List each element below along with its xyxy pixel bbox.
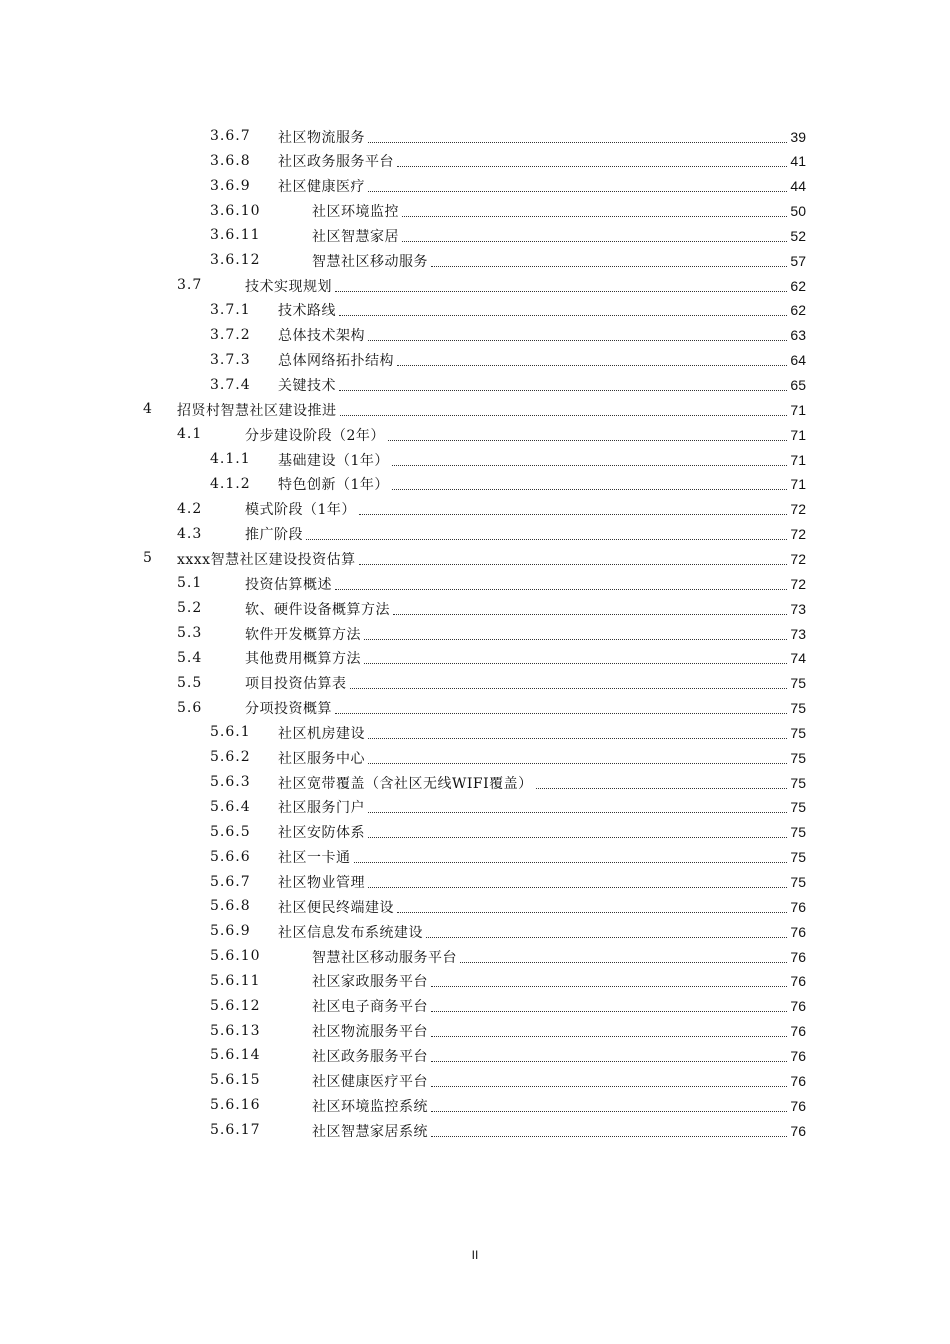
toc-entry[interactable] bbox=[0, 497, 806, 522]
toc-entry[interactable] bbox=[0, 1068, 806, 1093]
toc-entry[interactable] bbox=[0, 994, 806, 1019]
toc-entry-title: 技术实现规划 bbox=[245, 278, 332, 295]
toc-entry-title: 社区健康医疗 bbox=[278, 179, 365, 196]
toc-entry[interactable] bbox=[0, 397, 806, 422]
toc-leader-dots bbox=[368, 826, 787, 838]
toc-entry-page: 76 bbox=[790, 898, 806, 915]
toc-entry-number: 5.6.9 bbox=[210, 923, 251, 940]
toc-entry-page: 65 bbox=[790, 377, 806, 393]
toc-entry-page: 75 bbox=[790, 824, 806, 841]
toc-entry-number: 5.6.7 bbox=[210, 873, 251, 890]
toc-entry-page: 76 bbox=[790, 1097, 806, 1114]
toc-entry-page: 71 bbox=[790, 451, 806, 468]
toc-leader-dots bbox=[368, 727, 787, 739]
toc-entry-number: 5.6.5 bbox=[210, 823, 251, 840]
toc-entry[interactable] bbox=[0, 919, 806, 944]
toc-entry-page: 76 bbox=[790, 973, 806, 990]
toc-leader-dots bbox=[340, 404, 788, 416]
toc-entry[interactable] bbox=[0, 348, 806, 373]
toc-leader-dots bbox=[397, 155, 787, 167]
toc-leader-dots bbox=[431, 255, 787, 267]
toc-entry-page: 62 bbox=[790, 277, 806, 294]
toc-entry[interactable] bbox=[0, 199, 806, 224]
toc-entry-number: 3.6.10 bbox=[210, 202, 261, 219]
toc-entry-title: 投资估算概述 bbox=[245, 576, 332, 593]
toc-leader-dots bbox=[335, 578, 787, 590]
toc-entry-title: 社区环境监控系统 bbox=[312, 1098, 428, 1115]
toc-entry-page: 63 bbox=[790, 327, 806, 344]
toc-entry[interactable] bbox=[0, 472, 806, 497]
toc-leader-dots bbox=[431, 1075, 787, 1087]
toc-leader-dots bbox=[536, 777, 788, 789]
toc-entry[interactable] bbox=[0, 373, 806, 398]
toc-entry-page: 75 bbox=[790, 799, 806, 816]
toc-entry-page: 71 bbox=[790, 426, 806, 443]
toc-entry-title: 社区便民终端建设 bbox=[278, 899, 394, 916]
toc-entry[interactable] bbox=[0, 671, 806, 696]
toc-entry-title: 社区政务服务平台 bbox=[312, 1048, 428, 1065]
toc-entry-title: 社区安防体系 bbox=[278, 825, 365, 842]
toc-entry-title: 智慧社区移动服务 bbox=[312, 253, 428, 270]
toc-entry-number: 3.7.1 bbox=[210, 301, 251, 318]
toc-entry-title: 总体技术架构 bbox=[278, 328, 365, 345]
toc-entry-title: 社区服务中心 bbox=[278, 750, 365, 767]
toc-entry[interactable] bbox=[0, 1093, 806, 1118]
toc-entry-number: 3.7 bbox=[177, 277, 203, 294]
toc-leader-dots bbox=[393, 603, 787, 615]
toc-entry-number: 5.6.3 bbox=[210, 774, 251, 791]
toc-entry[interactable] bbox=[0, 248, 806, 273]
toc-leader-dots bbox=[388, 429, 788, 441]
toc-leader-dots bbox=[431, 1125, 787, 1137]
toc-entry[interactable] bbox=[0, 174, 806, 199]
toc-entry[interactable] bbox=[0, 646, 806, 671]
toc-entry-page: 62 bbox=[790, 302, 806, 319]
toc-entry-number: 5.2 bbox=[177, 600, 203, 617]
toc-leader-dots bbox=[431, 1000, 787, 1012]
toc-entry-number: 5.4 bbox=[177, 649, 203, 666]
toc-entry-number: 5.6.4 bbox=[210, 798, 251, 815]
toc-entry-number: 5.6.12 bbox=[210, 997, 261, 1014]
toc-entry-number: 5.6.1 bbox=[210, 724, 251, 741]
toc-entry[interactable] bbox=[0, 571, 806, 596]
toc-entry-page: 72 bbox=[790, 550, 806, 567]
toc-entry-title: 社区物业管理 bbox=[278, 875, 365, 891]
toc-entry-number: 5.6.6 bbox=[210, 848, 251, 865]
toc-entry-number: 4 bbox=[143, 401, 153, 418]
toc-leader-dots bbox=[431, 1100, 787, 1112]
toc-entry-title: 技术路线 bbox=[278, 303, 336, 320]
toc-entry-page: 75 bbox=[790, 724, 806, 741]
toc-leader-dots bbox=[460, 951, 787, 963]
toc-entry-title: 智慧社区移动服务平台 bbox=[312, 949, 457, 966]
toc-entry-number: 3.6.8 bbox=[210, 152, 251, 169]
toc-entry-page: 75 bbox=[790, 749, 806, 766]
toc-entry-title: 推广阶段 bbox=[245, 527, 303, 544]
toc-entry-title: 社区信息发布系统建设 bbox=[278, 924, 423, 941]
toc-entry[interactable] bbox=[0, 1043, 806, 1068]
toc-leader-dots bbox=[359, 503, 788, 515]
toc-entry-page: 57 bbox=[790, 252, 806, 269]
toc-entry[interactable] bbox=[0, 522, 806, 547]
toc-entry[interactable] bbox=[0, 845, 806, 870]
toc-entry[interactable] bbox=[0, 770, 806, 795]
toc-entry-title: 软、硬件设备概算方法 bbox=[245, 601, 390, 618]
toc-entry-page: 73 bbox=[790, 600, 806, 617]
toc-entry-number: 5.6.10 bbox=[210, 948, 261, 965]
toc-entry-page: 76 bbox=[790, 923, 806, 940]
toc-entry[interactable] bbox=[0, 447, 806, 472]
toc-leader-dots bbox=[402, 230, 787, 242]
toc-entry-number: 5.5 bbox=[177, 674, 203, 691]
toc-entry-page: 50 bbox=[790, 203, 806, 220]
toc-leader-dots bbox=[368, 180, 787, 192]
toc-entry[interactable] bbox=[0, 820, 806, 845]
toc-entry-number: 3.6.9 bbox=[210, 177, 251, 194]
toc-entry-number: 3.6.11 bbox=[210, 227, 261, 244]
toc-entry[interactable] bbox=[0, 621, 806, 646]
toc-entry-page: 71 bbox=[790, 401, 806, 418]
toc-leader-dots bbox=[335, 702, 787, 714]
toc-entry-title: 社区政务服务平台 bbox=[278, 154, 394, 171]
toc-entry-title: 社区物流服务 bbox=[278, 129, 365, 146]
toc-leader-dots bbox=[306, 528, 787, 540]
toc-entry-title: 分步建设阶段（2年） bbox=[245, 427, 385, 444]
toc-leader-dots bbox=[368, 131, 787, 143]
toc-entry-page: 75 bbox=[790, 774, 806, 791]
toc-entry-title: 其他费用概算方法 bbox=[245, 651, 361, 668]
toc-entry-number: 3.6.12 bbox=[210, 252, 261, 269]
toc-leader-dots bbox=[350, 677, 788, 689]
toc-entry[interactable] bbox=[0, 745, 806, 770]
toc-entry[interactable] bbox=[0, 323, 806, 348]
toc-leader-dots bbox=[368, 329, 787, 341]
toc-leader-dots bbox=[368, 876, 787, 888]
toc-entry[interactable] bbox=[0, 422, 806, 447]
toc-entry-number: 5 bbox=[143, 550, 153, 567]
toc-entry-page: 74 bbox=[790, 650, 806, 667]
toc-leader-dots bbox=[364, 628, 787, 640]
toc-entry-number: 5.6.11 bbox=[210, 972, 261, 989]
toc-entry-title: 社区智慧家居系统 bbox=[312, 1123, 428, 1140]
toc-entry-title: 分项投资概算 bbox=[245, 701, 332, 718]
toc-entry-page: 44 bbox=[790, 178, 806, 195]
toc-entry-title: 社区一卡通 bbox=[278, 850, 351, 867]
toc-entry-title: 基础建设（1年） bbox=[278, 452, 389, 469]
toc-entry-page: 71 bbox=[790, 476, 806, 493]
toc-entry-number: 4.1.2 bbox=[210, 475, 251, 492]
toc-entry-number: 4.2 bbox=[177, 500, 203, 517]
toc-entry-number: 5.6.8 bbox=[210, 898, 251, 915]
toc-entry-page: 75 bbox=[790, 849, 806, 866]
toc-leader-dots bbox=[431, 1025, 787, 1037]
toc-entry[interactable] bbox=[0, 944, 806, 969]
toc-entry-page: 73 bbox=[790, 625, 806, 642]
toc-leader-dots bbox=[368, 752, 787, 764]
toc-entry-number: 5.6 bbox=[177, 699, 203, 716]
toc-entry[interactable] bbox=[0, 969, 806, 994]
toc-leader-dots bbox=[431, 1050, 787, 1062]
toc-entry[interactable] bbox=[0, 546, 806, 571]
toc-entry-title: 特色创新（1年） bbox=[278, 477, 389, 494]
toc-leader-dots bbox=[392, 454, 788, 466]
toc-entry-page: 72 bbox=[790, 526, 806, 543]
toc-leader-dots bbox=[426, 926, 787, 938]
toc-entry-title: 社区环境监控 bbox=[312, 204, 399, 221]
toc-leader-dots bbox=[431, 975, 787, 987]
toc-entry[interactable] bbox=[0, 149, 806, 174]
toc-entry[interactable] bbox=[0, 696, 806, 721]
toc-entry-title: 模式阶段（1年） bbox=[245, 502, 356, 519]
toc-entry-title: 招贤村智慧社区建设推进 bbox=[177, 402, 337, 419]
toc-entry-page: 76 bbox=[790, 1047, 806, 1064]
toc-entry-page: 39 bbox=[790, 128, 806, 145]
toc-entry-title: 社区服务门户 bbox=[278, 800, 365, 817]
toc-entry-number: 3.7.2 bbox=[210, 326, 251, 343]
toc-entry-page: 72 bbox=[790, 501, 806, 518]
toc-entry-title: 关键技术 bbox=[278, 378, 336, 394]
toc-entry-page: 72 bbox=[790, 575, 806, 592]
toc-entry-number: 4.1.1 bbox=[210, 451, 251, 468]
toc-entry-page: 76 bbox=[790, 1072, 806, 1089]
toc-entry-title: 项目投资估算表 bbox=[245, 676, 347, 693]
toc-leader-dots bbox=[335, 280, 787, 292]
toc-entry-page: 64 bbox=[790, 352, 806, 369]
toc-entry-page: 75 bbox=[790, 675, 806, 692]
toc-leader-dots bbox=[397, 901, 787, 913]
toc-entry-title: 社区宽带覆盖（含社区无线WIFI覆盖） bbox=[278, 775, 533, 792]
toc-leader-dots bbox=[339, 379, 787, 391]
toc-entry-title: 社区机房建设 bbox=[278, 725, 365, 742]
toc-entry-page: 76 bbox=[790, 998, 806, 1015]
toc-leader-dots bbox=[368, 801, 787, 813]
toc-entry-number: 5.6.14 bbox=[210, 1047, 261, 1064]
toc-entry-title: 总体网络拓扑结构 bbox=[278, 353, 394, 370]
toc-entry-number: 4.1 bbox=[177, 426, 203, 443]
toc-entry-number: 5.6.16 bbox=[210, 1097, 261, 1114]
toc-entry-title: xxxx智慧社区建设投资估算 bbox=[177, 551, 356, 568]
toc-entry-page: 76 bbox=[790, 948, 806, 965]
toc-entry-number: 3.7.3 bbox=[210, 351, 251, 368]
toc-entry-page: 76 bbox=[790, 1023, 806, 1040]
toc-entry-number: 4.3 bbox=[177, 525, 203, 542]
toc-entry-title: 社区智慧家居 bbox=[312, 228, 399, 245]
toc-entry-page: 75 bbox=[790, 700, 806, 717]
toc-entry[interactable] bbox=[0, 720, 806, 745]
toc-entry-number: 5.6.13 bbox=[210, 1022, 261, 1039]
toc-entry[interactable] bbox=[0, 273, 806, 298]
toc-entry-number: 3.7.4 bbox=[210, 376, 251, 393]
toc-entry[interactable] bbox=[0, 795, 806, 820]
toc-leader-dots bbox=[354, 851, 788, 863]
toc-entry[interactable] bbox=[0, 1019, 806, 1044]
toc-leader-dots bbox=[392, 478, 788, 490]
toc-entry-title: 社区家政服务平台 bbox=[312, 974, 428, 991]
toc-leader-dots bbox=[397, 354, 787, 366]
toc-entry[interactable] bbox=[0, 870, 806, 895]
toc-leader-dots bbox=[359, 553, 788, 565]
toc-entry-title: 社区电子商务平台 bbox=[312, 999, 428, 1016]
toc-entry-number: 3.6.7 bbox=[210, 128, 251, 144]
toc-entry-number: 5.6.17 bbox=[210, 1122, 261, 1138]
toc-entry[interactable] bbox=[0, 223, 806, 248]
toc-entry-page: 76 bbox=[790, 1122, 806, 1139]
toc-entry-page: 75 bbox=[790, 874, 806, 890]
toc-leader-dots bbox=[402, 205, 787, 217]
toc-entry-number: 5.6.2 bbox=[210, 749, 251, 766]
toc-entry-page: 41 bbox=[790, 153, 806, 170]
toc-entry-number: 5.1 bbox=[177, 575, 203, 592]
toc-entry[interactable] bbox=[0, 1118, 806, 1143]
toc-entry-title: 社区健康医疗平台 bbox=[312, 1073, 428, 1090]
toc-entry[interactable] bbox=[0, 894, 806, 919]
toc-entry-title: 软件开发概算方法 bbox=[245, 626, 361, 643]
toc-entry-number: 5.3 bbox=[177, 625, 203, 641]
toc-entry[interactable] bbox=[0, 596, 806, 621]
toc-leader-dots bbox=[364, 652, 787, 664]
toc-entry-page: 52 bbox=[790, 227, 806, 244]
toc-leader-dots bbox=[339, 304, 787, 316]
page-number: II bbox=[471, 1248, 479, 1262]
toc-entry[interactable] bbox=[0, 124, 806, 149]
toc-entry[interactable] bbox=[0, 298, 806, 323]
toc-entry-number: 5.6.15 bbox=[210, 1072, 261, 1089]
toc-entry-title: 社区物流服务平台 bbox=[312, 1024, 428, 1041]
